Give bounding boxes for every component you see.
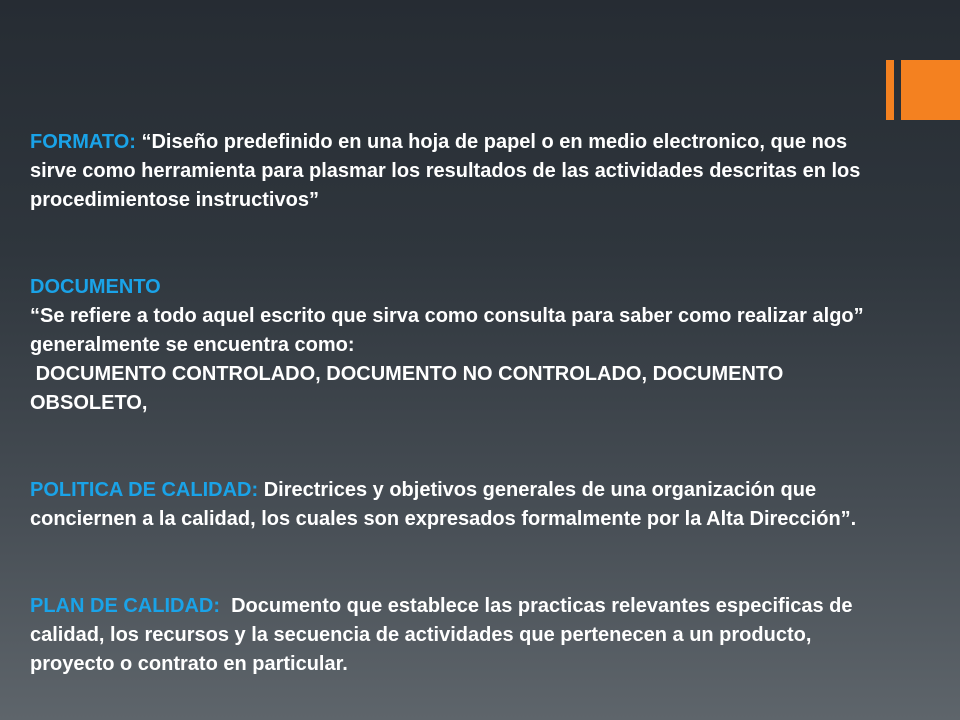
formato-definition: “Diseño predefinido en una hoja de papel o en medio electronico, que nos sirve como herramienta para plasmar los resultados de las actividades descritas en los procedimientose instructivos” [30,131,861,211]
formato-term: FORMATO: [30,131,136,153]
documento-types: DOCUMENTO CONTROLADO, DOCUMENTO NO CONTROLADO, DOCUMENTO OBSOLETO, [30,363,789,414]
plan-paragraph [30,592,890,679]
formato-paragraph [30,128,890,215]
plan-definition: Documento que establece las practicas relevantes especificas de calidad, los recursos y la secuencia de actividades que pertenecen a un producto, proyecto o contrato en particular. [30,595,859,675]
politica-paragraph [30,476,890,534]
accent-bar-thin [886,60,894,120]
documento-definition: “Se refiere a todo aquel escrito que sirva como consulta para saber como realizar algo” generalmente se encuentra como: [30,305,864,356]
documento-paragraph [30,273,890,418]
politica-definition: Directrices y objetivos generales de una organización que conciernen a la calidad, los cuales son expresados formalmente por la Alta Dirección”. [30,479,857,530]
documento-term: DOCUMENTO [30,276,161,298]
plan-term: PLAN DE CALIDAD: [30,595,220,617]
politica-term: POLITICA DE CALIDAD: [30,479,259,501]
accent-bar-thick [901,60,960,120]
